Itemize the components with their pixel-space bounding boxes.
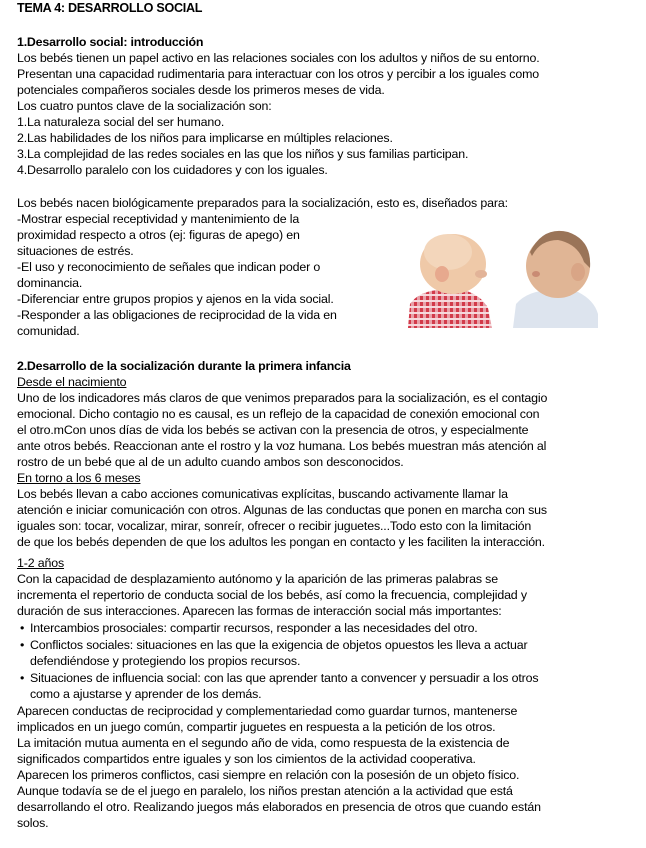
text-line: Aparecen conductas de reciprocidad y complementariedad como guardar turnos, mantenerse: [17, 704, 518, 718]
section-2-heading: 2.Desarrollo de la socialización durante la primera infancia: [17, 359, 351, 373]
text-line: -Responder a las obligaciones de reciprocidad de la vida en: [17, 308, 337, 322]
text-line: La imitación mutua aumenta en el segundo año de vida, como respuesta de la existencia de: [17, 736, 510, 750]
text-line: rostro de un bebé que al de un adulto cuando ambos son desconocidos.: [17, 455, 404, 469]
text-line: -Diferenciar entre grupos propios y ajenos en la vida social.: [17, 292, 334, 306]
list-item: 4.Desarrollo paralelo con los cuidadores y con los iguales.: [17, 163, 328, 177]
list-item: 1.La naturaleza social del ser humano.: [17, 115, 225, 129]
bullet-icon: •: [20, 671, 25, 685]
text-line: iguales son: tocar, vocalizar, mirar, sonreír, ofrecer o recibir juguetes...Todo esto con la limitación: [17, 519, 532, 533]
text-line: atención e iniciar comunicación con otros. Algunas de las conductas que ponen en marcha con sus: [17, 503, 547, 517]
text-line: situaciones de estrés.: [17, 244, 134, 258]
bullet-continuation: defendiéndose y protegiendo los propios recursos.: [30, 654, 301, 668]
bullet-item: • Conflictos sociales: situaciones en las que la exigencia de objetos opuestos les lleva a actuar: [20, 638, 528, 652]
bullet-icon: •: [20, 621, 25, 635]
text-line: Los cuatro puntos clave de la socialización son:: [17, 99, 272, 113]
bullet-item: • Situaciones de influencia social: con las que aprender tanto a convencer y persuadir a los otros: [20, 671, 539, 685]
text-line: Aparecen los primeros conflictos, casi siempre en relación con la posesión de un objeto físico.: [17, 768, 520, 782]
subheading-6-months: En torno a los 6 meses: [17, 471, 141, 485]
document-title: TEMA 4: DESARROLLO SOCIAL: [17, 1, 203, 15]
babies-photo-icon: [408, 222, 600, 328]
text-line: -Mostrar especial receptividad y mantenimiento de la: [17, 212, 300, 226]
text-line: significados compartidos entre iguales y son los cimientos de la actividad cooperativa.: [17, 752, 476, 766]
bullet-continuation: como a ajustarse y aprender de los demás.: [30, 687, 262, 701]
text-line: Los bebés llevan a cabo acciones comunicativas explícitas, buscando activamente llamar la: [17, 487, 508, 501]
text-line: Presentan una capacidad rudimentaria para interactuar con los otros y percibir a los iguales como: [17, 67, 539, 81]
text-line: dominancia.: [17, 276, 83, 290]
text-line: emocional. Dicho contagio no es causal, es un reflejo de la capacidad de conexión emocional con: [17, 407, 540, 421]
text-line: implicados en un juego común, compartir juguetes en respuesta a la petición de los otros.: [17, 720, 496, 734]
text-line: de que los bebés dependen de que los adultos les pongan en contacto y les faciliten la interacción.: [17, 535, 545, 549]
list-item: 2.Las habilidades de los niños para implicarse en múltiples relaciones.: [17, 131, 393, 145]
text-line: el otro.mCon unos días de vida los bebés se activan con la presencia de otros, y especialmente: [17, 423, 529, 437]
section-1-heading: 1.Desarrollo social: introducción: [17, 35, 204, 49]
text-line: Los bebés nacen biológicamente preparados para la socialización, esto es, diseñados para:: [17, 196, 508, 210]
text-line: desarrollando el otro. Realizando juegos más elaborados en presencia de otros que cuando están: [17, 800, 541, 814]
text-line: Con la capacidad de desplazamiento autónomo y la aparición de las primeras palabras se: [17, 572, 498, 586]
text-line: Uno de los indicadores más claros de que venimos preparados para la socialización, es el contagio: [17, 391, 548, 405]
babies-photo: [408, 222, 600, 328]
text-line: comunidad.: [17, 324, 80, 338]
text-line: potenciales compañeros sociales desde los primeros meses de vida.: [17, 83, 385, 97]
subheading-birth: Desde el nacimiento: [17, 375, 127, 389]
subheading-1-2-years: 1-2 años: [17, 556, 65, 570]
list-item: 3.La complejidad de las redes sociales en las que los niños y sus familias participan.: [17, 147, 469, 161]
bullet-item: • Intercambios prosociales: compartir recursos, responder a las necesidades del otro.: [20, 621, 478, 635]
bullet-icon: •: [20, 638, 25, 652]
text-line: ante otros bebés. Reaccionan ante el rostro y la voz humana. Los bebés muestran más atención al: [17, 439, 547, 453]
text-line: incrementa el repertorio de conducta social de los bebés, así como la frecuencia, complejidad y: [17, 588, 527, 602]
text-line: duración de sus interacciones. Aparecen las formas de interacción social más importantes:: [17, 604, 502, 618]
text-line: solos.: [17, 816, 49, 830]
text-line: -El uso y reconocimiento de señales que indican poder o: [17, 260, 321, 274]
text-line: Aunque todavía se de el juego en paralelo, los niños prestan atención a la actividad que está: [17, 784, 513, 798]
text-line: proximidad respecto a otros (ej: figuras de apego) en: [17, 228, 300, 242]
text-line: Los bebés tienen un papel activo en las relaciones sociales con los adultos y niños de su entorno.: [17, 51, 540, 65]
